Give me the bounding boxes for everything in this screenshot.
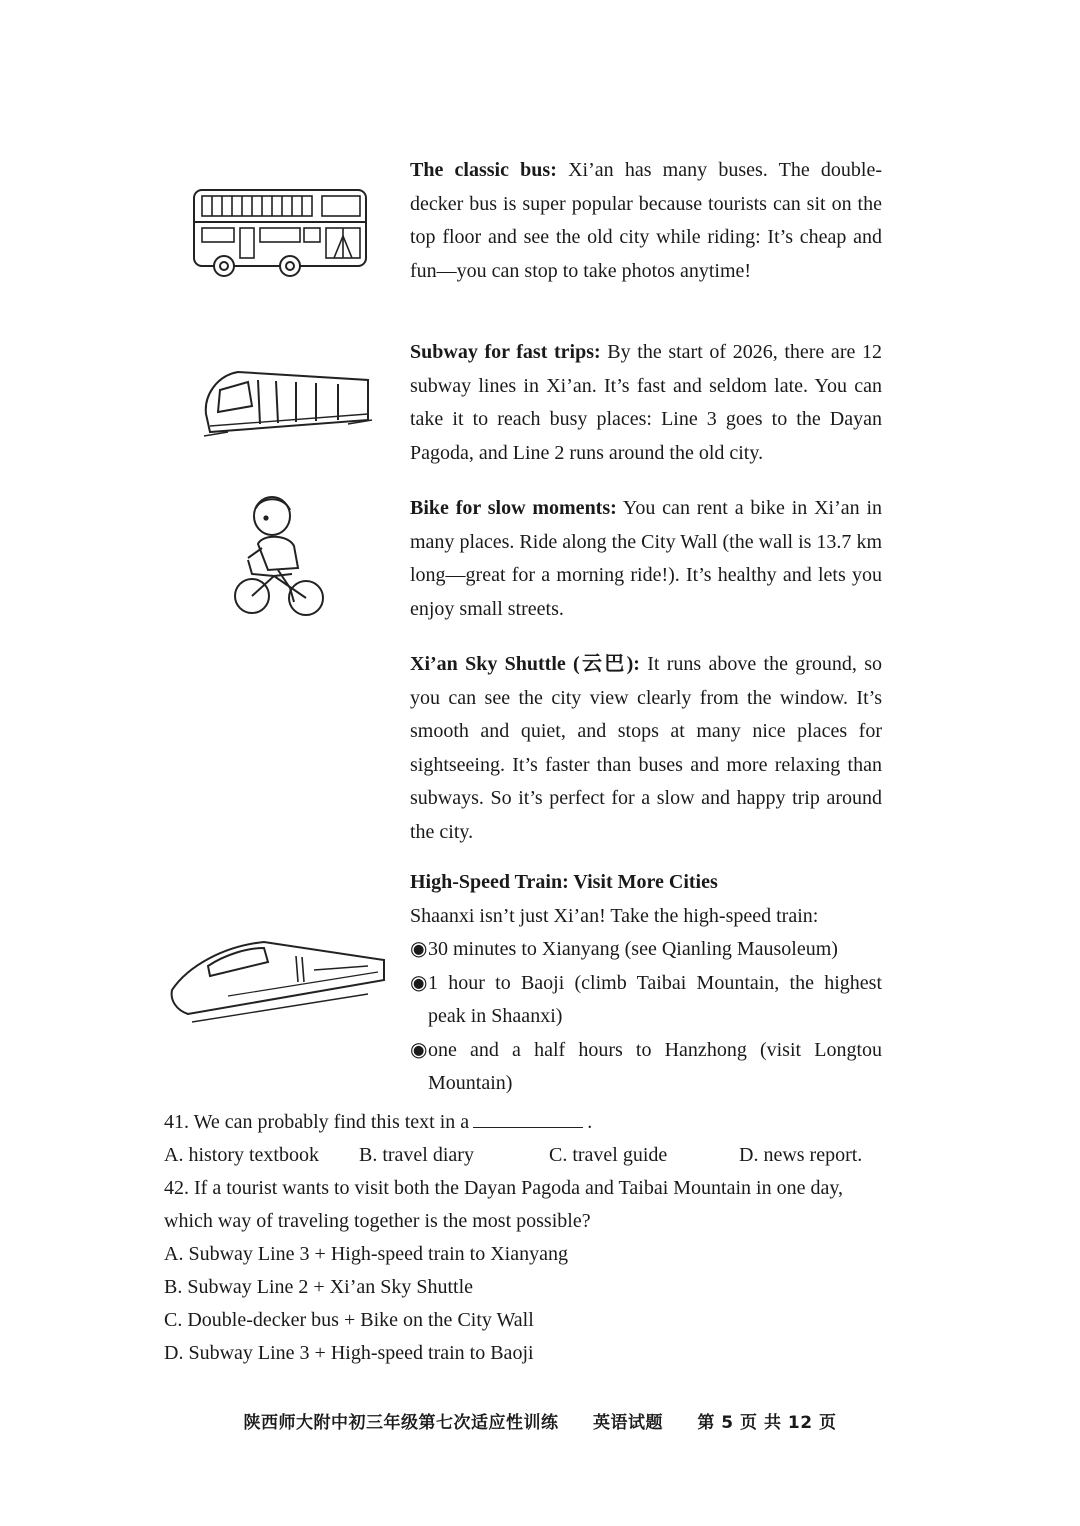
list-item: ◉ one and a half hours to Hanzhong (visit Longtou Mountain) (410, 1034, 882, 1101)
section-body: By the start of 2026, there are 12 subway lines in Xi’an. It’s fast and seldom late. You can take it to reach busy places: Line 3 goes to the Dayan Pagoda, and Line 2 runs around the old city. (410, 341, 882, 464)
option-a[interactable]: A. Subway Line 3 + High-speed train to Xianyang (164, 1243, 568, 1265)
section-intro: Shaanxi isn’t just Xi’an! Take the high-speed train: (410, 904, 819, 927)
section-title: Xi’an Sky Shuttle (云巴): (410, 653, 640, 675)
high-speed-train-icon (168, 936, 392, 1026)
page-number: 第 5 页 共 12 页 (697, 1413, 837, 1433)
question-42-stem-cont: which way of traveling together is the most possible? (164, 1210, 591, 1232)
option-c[interactable]: C. Double-decker bus + Bike on the City Wall (164, 1309, 534, 1331)
option-c[interactable]: C. travel guide (549, 1144, 668, 1166)
destination-list (410, 933, 882, 1101)
section-title: High-Speed Train: Visit More Cities (410, 871, 718, 893)
section-sky-shuttle (410, 648, 882, 849)
option-a[interactable]: A. history textbook (164, 1144, 319, 1166)
option-b[interactable]: B. travel diary (359, 1144, 474, 1166)
questions-block (164, 1106, 904, 1370)
double-decker-bus-icon (190, 186, 376, 278)
option-d[interactable]: D. news report. (739, 1144, 863, 1166)
list-item: ◉ 30 minutes to Xianyang (see Qianling Mausoleum) (410, 933, 882, 967)
list-item: ◉ 1 hour to Baoji (climb Taibai Mountain, the highest peak in Shaanxi) (410, 967, 882, 1034)
section-body: Xi’an has many buses. The double-decker bus is super popular because tourists can sit on the top floor and see the old city while riding: It’s cheap and fun—you can stop to take photos anytime! (410, 159, 882, 282)
answer-blank[interactable] (473, 1107, 583, 1128)
question-41: 41. We can probably find this text in a . (164, 1106, 904, 1139)
section-title: The classic bus: (410, 159, 557, 181)
section-classic-bus (410, 154, 882, 288)
bullet-icon: ◉ (410, 938, 428, 960)
boy-on-bike-icon (232, 494, 326, 622)
section-title: Subway for fast trips: (410, 341, 601, 363)
section-subway (410, 336, 882, 470)
option-d[interactable]: D. Subway Line 3 + High-speed train to Baoji (164, 1342, 534, 1364)
option-b[interactable]: B. Subway Line 2 + Xi’an Sky Shuttle (164, 1276, 474, 1298)
section-bike (410, 492, 882, 626)
section-body: It runs above the ground, so you can see the city view clearly from the window. It’s smooth and quiet, and stops at many nice places for sightseeing. It’s faster than buses and more relaxing than subways. So it’s perfect for a slow and happy trip around the city. (410, 653, 882, 843)
bullet-icon: ◉ (410, 1038, 428, 1061)
subject-label: 英语试题 (592, 1413, 663, 1433)
bullet-icon: ◉ (410, 971, 428, 994)
exam-title: 陕西师大附中初三年级第七次适应性训练 (243, 1413, 559, 1433)
section-title: Bike for slow moments: (410, 497, 617, 519)
section-high-speed-train (410, 866, 882, 1101)
subway-train-icon (198, 366, 374, 442)
page-footer (0, 1408, 1080, 1433)
section-body: You can rent a bike in Xi’an in many places. Ride along the City Wall (the wall is 13.7 km long—great for a morning ride!). It’s healthy and lets you enjoy small streets. (410, 497, 883, 620)
question-41-options (164, 1139, 904, 1172)
question-42-stem: 42. If a tourist wants to visit both the Dayan Pagoda and Taibai Mountain in one day, (164, 1177, 844, 1199)
